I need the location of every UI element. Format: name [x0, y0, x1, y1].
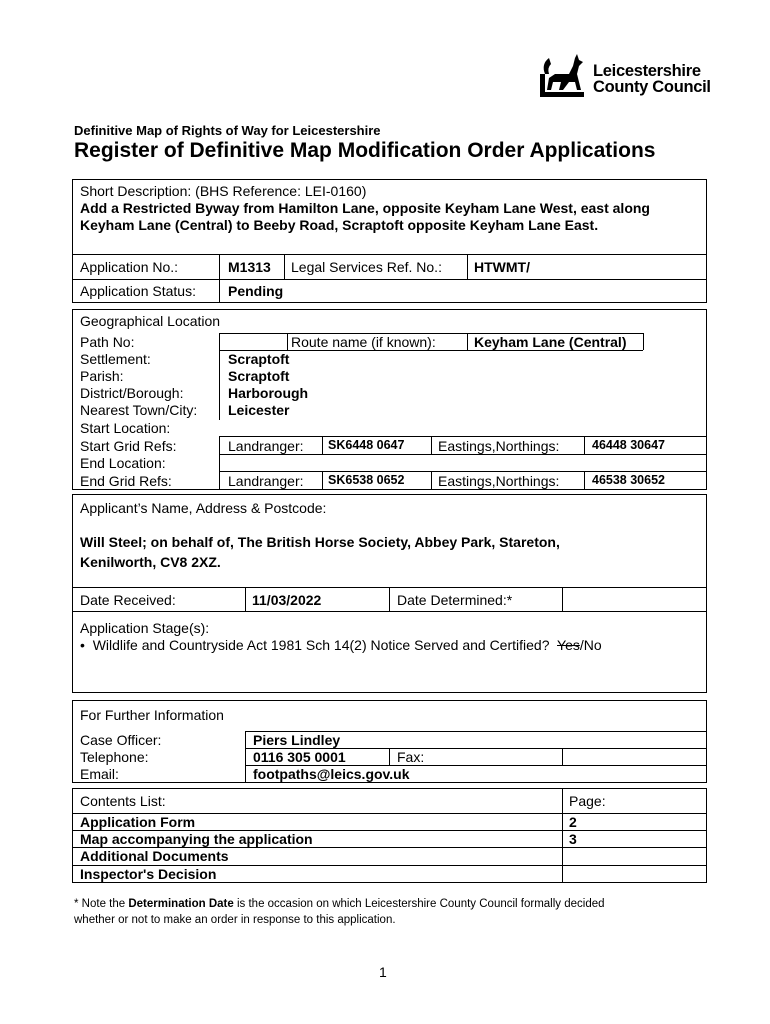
end-eastings-label: Eastings,Northings: [438, 473, 560, 489]
fax-label: Fax: [397, 749, 425, 765]
end-landranger-label: Landranger: [228, 473, 304, 489]
fox-icon [539, 52, 585, 98]
start-eastings-label: Eastings,Northings: [438, 438, 560, 454]
page-title: Register of Definitive Map Modification Order Applications [74, 139, 656, 162]
application-stage-item [80, 637, 602, 653]
document-subheading: Definitive Map of Rights of Way for Leicestershire [74, 123, 381, 138]
application-no-value: M1313 [228, 259, 271, 275]
application-status-value: Pending [228, 283, 284, 299]
route-name-label: Route name (if known): [291, 334, 436, 350]
contents-item-name: Application Form [80, 814, 196, 830]
start-grid-refs-label: Start Grid Refs: [80, 438, 177, 454]
logo-line-1: Leicestershire [593, 62, 701, 80]
date-received-label: Date Received: [80, 592, 176, 608]
stage-no: No [583, 637, 602, 653]
short-description-label: Short Description: (BHS Reference: LEI-0160) [80, 183, 367, 199]
note-rest: is the occasion on which Leicestershire County Council formally decided [233, 898, 605, 910]
contents-item-name: Inspector's Decision [80, 866, 217, 882]
contents-item-name: Additional Documents [80, 848, 229, 864]
contents-item-page: 3 [569, 831, 577, 847]
logo-line-2: County Council [593, 78, 711, 96]
applicant-line-2: Kenilworth, CV8 2XZ. [80, 554, 221, 570]
stage-item-text: Wildlife and Countryside Act 1981 Sch 14(2) Notice Served and Certified? [92, 637, 550, 653]
legal-ref-label: Legal Services Ref. No.: [291, 259, 442, 275]
contents-item-page: 2 [569, 814, 577, 830]
end-location-label: End Location: [80, 455, 166, 471]
page-number: 1 [379, 964, 387, 980]
nearest-town-value: Leicester [228, 402, 290, 418]
contents-list-label: Contents List: [80, 793, 166, 809]
telephone-label: Telephone: [80, 749, 149, 765]
geo-heading: Geographical Location [80, 313, 221, 329]
contents-item-name: Map accompanying the application [80, 831, 313, 847]
application-status-label: Application Status: [80, 283, 196, 299]
start-location-label: Start Location: [80, 420, 171, 436]
end-eastings-value: 46538 30652 [592, 473, 665, 487]
short-description-text: Add a Restricted Byway from Hamilton Lane, opposite Keyham Lane West, east along Keyham Lane (Central) to Beeby Road, Scraptoft opposite Keyham Lane East. [80, 200, 650, 233]
end-grid-refs-label: End Grid Refs: [80, 473, 172, 489]
bullet: • [80, 637, 85, 653]
date-determined-label: Date Determined:* [397, 592, 513, 608]
parish-value: Scraptoft [228, 368, 290, 384]
stage-yes: Yes [557, 637, 580, 653]
stage-separator: / [579, 637, 584, 653]
further-info-heading: For Further Information [80, 707, 224, 723]
end-landranger-value: SK6538 0652 [328, 473, 405, 487]
start-landranger-value: SK6448 0647 [328, 438, 405, 452]
note-bold: Determination Date [128, 898, 234, 910]
applicant-details [80, 532, 680, 572]
route-name-value: Keyham Lane (Central) [474, 334, 627, 350]
parish-label: Parish: [80, 368, 124, 384]
date-received-value: 11/03/2022 [252, 592, 322, 608]
district-value: Harborough [228, 385, 309, 401]
note-prefix: * Note the [74, 898, 129, 910]
district-label: District/Borough: [80, 385, 184, 401]
contents-page-label: Page: [569, 793, 606, 809]
application-no-label: Application No.: [80, 259, 179, 275]
nearest-town-label: Nearest Town/City: [80, 402, 198, 418]
email-label: Email: [80, 766, 119, 782]
application-stages-label: Application Stage(s): [80, 620, 210, 636]
note-line-2: whether or not to make an order in response to this application. [74, 914, 396, 926]
applicant-line-1: Will Steel; on behalf of, The British Horse Society, Abbey Park, Stareton, [80, 534, 560, 550]
case-officer-label: Case Officer: [80, 732, 162, 748]
case-officer-value: Piers Lindley [253, 732, 341, 748]
council-logo [539, 52, 711, 98]
settlement-value: Scraptoft [228, 351, 290, 367]
determination-note [74, 896, 605, 928]
legal-ref-value: HTWMT/ [474, 259, 530, 275]
path-no-label: Path No: [80, 334, 135, 350]
start-landranger-label: Landranger: [228, 438, 304, 454]
settlement-label: Settlement: [80, 351, 151, 367]
email-value: footpaths@leics.gov.uk [253, 766, 410, 782]
applicant-label: Applicant’s Name, Address & Postcode: [80, 500, 327, 516]
telephone-value: 0116 305 0001 [253, 749, 346, 765]
start-eastings-value: 46448 30647 [592, 438, 665, 452]
council-name [593, 63, 711, 95]
